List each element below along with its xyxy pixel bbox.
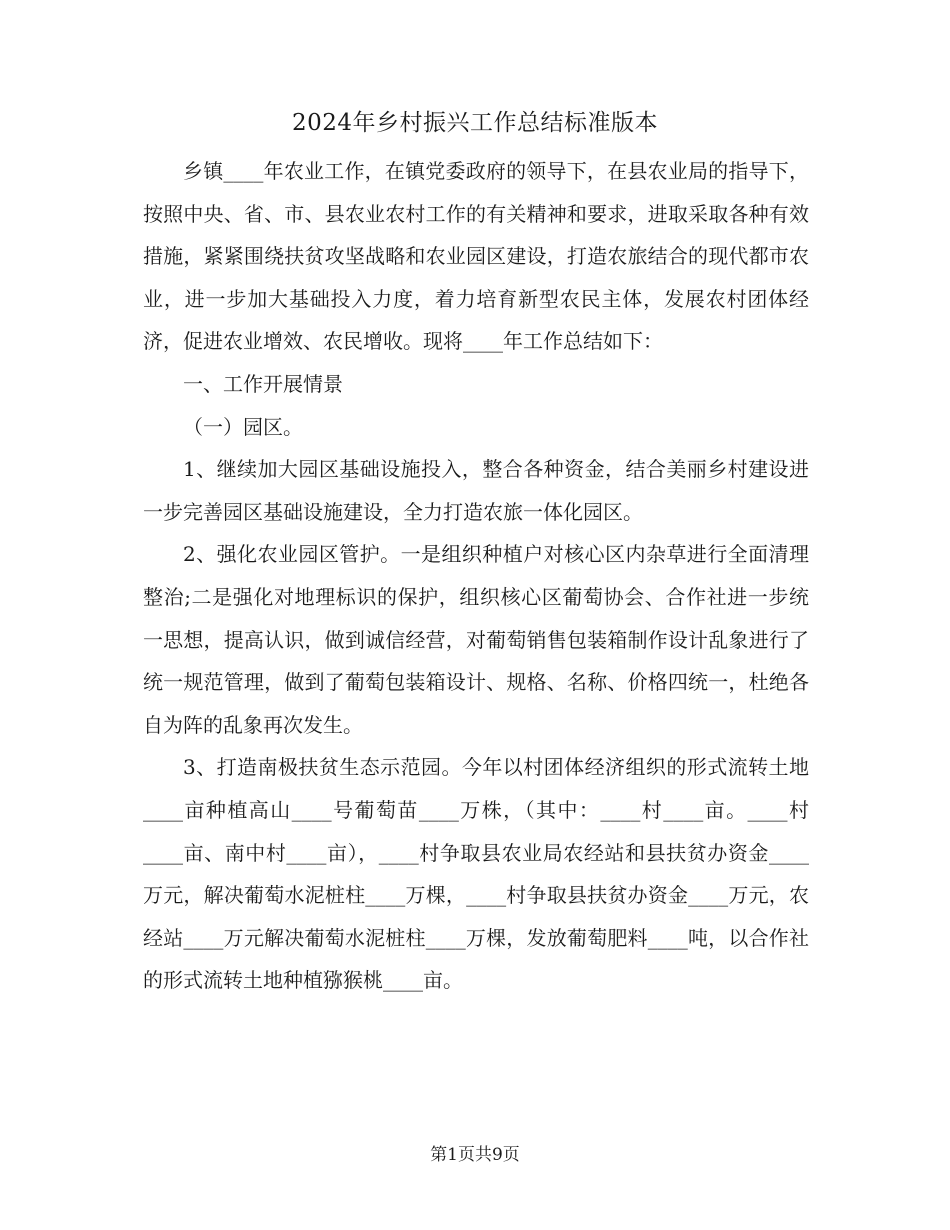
section-heading: 一、工作开展情景 bbox=[183, 371, 343, 396]
paragraph-item-1: 1、继续加大园区基础设施投入，整合各种资金，结合美丽乡村建设进一步完善园区基础设施建设，全力打造农旅一体化园区。 bbox=[143, 457, 809, 524]
paragraph-item-3: 3、打造南极扶贫生态示范园。今年以村团体经济组织的形式流转土地____亩种植高山____号葡萄苗____万株，（其中：____村____亩。____村____亩、南中村____亩），____村争取县农业局农经站和县扶贫办资金____万元，解决葡萄水泥桩柱____万棵，____村争取县扶贫办资金____万元，农经站____万元解决葡萄水泥桩柱____万棵，发放葡萄肥料____吨，以合作社的形式流转土地种植猕猴桃____亩。 bbox=[143, 755, 809, 993]
page-number-footer: 第1页共9页 bbox=[430, 1145, 520, 1165]
paragraph-intro: 乡镇____年农业工作，在镇党委政府的领导下，在县农业局的指导下，按照中央、省、市、县农业农村工作的有关精神和要求，进取采取各种有效措施，紧紧围绕扶贫攻坚战略和农业园区建设，打造农旅结合的现代都市农业，进一步加大基础投入力度，着力培育新型农民主体，发展农村团体经济，促进农业增效、农民增收。现将____年工作总结如下： bbox=[143, 159, 809, 354]
document-body bbox=[143, 150, 809, 1002]
subsection-heading: （一）园区。 bbox=[183, 414, 303, 439]
paragraph-item-2: 2、强化农业园区管护。一是组织种植户对核心区内杂草进行全面清理整治;二是强化对地理标识的保护，组织核心区葡萄协会、合作社进一步统一思想，提高认识，做到诚信经营，对葡萄销售包装箱制作设计乱象进行了统一规范管理，做到了葡萄包装箱设计、规格、名称、价格四统一，杜绝各自为阵的乱象再次发生。 bbox=[143, 542, 809, 737]
document-title: 2024年乡村振兴工作总结标准版本 bbox=[291, 110, 659, 136]
